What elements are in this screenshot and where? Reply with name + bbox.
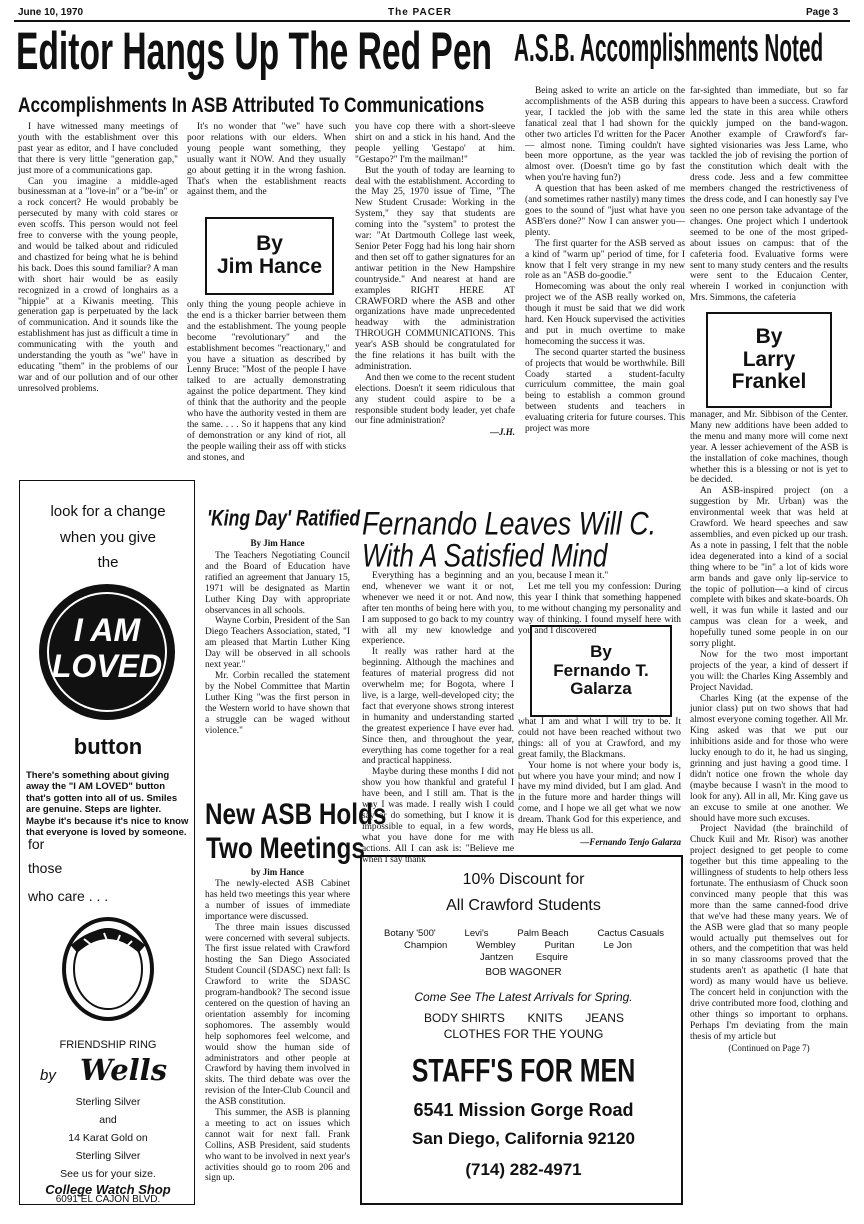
editor-column-1 bbox=[18, 122, 178, 462]
fernando-signoff: —Fernando Tenjo Galarza bbox=[580, 836, 681, 847]
ad-line: when you give bbox=[60, 529, 156, 546]
byline-author-first: Fernando T. bbox=[553, 660, 649, 680]
byline-author: Jim Hance bbox=[216, 255, 323, 278]
folio-date: June 10, 1970 bbox=[18, 7, 84, 18]
fernando-paragraph: Everything has a beginning and an end, whenever we want it or not, whenever we need it or not. And now, after ten months of being here with you, I am supposed to go back to my country with all my new knowledge and experience. bbox=[362, 571, 514, 647]
editor-column-3 bbox=[355, 122, 515, 467]
meetings-paragraph: The three main issues discussed were concerned with several subjects. The first issue related with Crawford hosting the San Diego Associated Student Council (SDASC) next fall: Is Crawford to write the SDASC program-handbook? The second issue centered on the question of having an orientation assembly for incoming sophomores. The assembly would help sophomores feel welcome, and would show the human side of administrators and other people at Crawford by having them involved in skits. The third debate was over the revision of the Inter-Club Council and the ASB constitution. bbox=[205, 922, 350, 1108]
editor-byline-box bbox=[205, 217, 334, 295]
fernando-column-1 bbox=[362, 571, 514, 865]
asb-paragraph: An ASB-inspired project (on a suggestion by Mr. Urban) was the environmental week that was held at Crawford. We heard speeches and saw assemblies, and even picked up our trash. As a note in passing, I felt that the noble idea degenerated into a kind of a social thing where to be "in" a lot of kids wore arm bands and gave only lip-service to the topic of pollution—a kind of circus complete with bikes and skate-boards. Oh well, it was fun while it lasted and our campus was clean for a week, and hopefully tuned some people in on our sorry plight. bbox=[690, 486, 848, 650]
ad-line: See us for your size. bbox=[60, 1168, 156, 1180]
store-name: STAFF'S FOR MEN bbox=[411, 1053, 636, 1090]
asb-paragraph: A question that has been asked of me (and sometimes rather nastily) many times goes to the sound of "just what have you ASB'ers done?" Now I can answer you—plenty. bbox=[525, 184, 685, 238]
ad-line: for bbox=[28, 836, 45, 852]
fernando-paragraph: what I am and what I will try to be. It could not have been reached without two things: all of you at Crawford, and my great family, the Blackmans. bbox=[518, 717, 681, 760]
discount-line: 10% Discount for bbox=[462, 871, 585, 888]
editor-column-2-top bbox=[187, 122, 346, 204]
asb-headline: A.S.B. Accomplishments Noted bbox=[514, 27, 824, 71]
meetings-headline-line-2: Two Meetings bbox=[206, 831, 365, 865]
brand-name: Cactus Casuals bbox=[597, 928, 664, 939]
editor-paragraph: It's no wonder that "we" have such poor relations with our elders. When young people want something, they usually want it NOW. And they usually go about getting it in the wrong fashion. That's when the establishment reacts against them, and the bbox=[187, 122, 346, 198]
ad-line: Sterling Silver bbox=[75, 1150, 141, 1162]
meetings-byline: by Jim Hance bbox=[251, 867, 304, 877]
brand-name: Puritan bbox=[544, 940, 575, 951]
ad-line: look for a change bbox=[50, 503, 166, 520]
fernando-column-2-top bbox=[518, 571, 681, 636]
folio-page-number: Page 3 bbox=[806, 7, 839, 18]
brand-name: Le Jon bbox=[603, 940, 632, 951]
fernando-byline-box bbox=[530, 625, 672, 717]
byline-word: By bbox=[256, 232, 283, 256]
asb-paragraph: The first quarter for the ASB served as a kind of "warm up" period of time, for I know that I felt very strange in my new role as an "ASB do-goodie." bbox=[525, 238, 685, 282]
fernando-headline-line-2: With A Satisfied Mind bbox=[362, 537, 608, 574]
fernando-paragraph: Maybe during these months I did not show you how thankful and grateful I have been, and I still am. That is the way I was made. I really wish I could say or do something, but I know it is impossible to equal, in a few words, what you have done for me with actions. All I can ask is: "Believe me when I say thank bbox=[362, 767, 514, 865]
brand-row-1 bbox=[384, 928, 664, 939]
king-day-body bbox=[205, 551, 350, 771]
staffs-for-men-ad bbox=[360, 855, 683, 1205]
editor-signoff: —J.H. bbox=[489, 427, 515, 438]
meetings-paragraph: The newly-elected ASB Cabinet has held two meetings this year where a number of issues of immediate importance were discussed. bbox=[205, 879, 350, 922]
product-name: KNITS bbox=[527, 1011, 563, 1025]
students-line: All Crawford Students bbox=[446, 897, 601, 914]
asb-column-2-top bbox=[690, 86, 848, 308]
meetings-paragraph: This summer, the ASB is planning a meeting to act on issues which cannot wait for next fall. Frank Collins, ASB President, said students who want to be involved in next year's activities should go to room 206 and sign up. bbox=[205, 1108, 350, 1184]
asb-paragraph: manager, and Mr. Sibbison of the Center. Many new additions have been added to the menu and many more will come next year. A lesser achievement of the ASB is the installation of coke machines, though whether this is a blessing or not is yet to be decided. bbox=[690, 410, 848, 486]
ad-line: those bbox=[28, 860, 63, 876]
byline-author-last: Galarza bbox=[570, 679, 632, 699]
wells-logo: Wells bbox=[80, 1053, 168, 1087]
fernando-headline-line-1: Fernando Leaves Will C. bbox=[362, 505, 657, 542]
shop-address: 6091 EL CAJON BLVD. bbox=[55, 1194, 161, 1205]
ad-line: the bbox=[97, 554, 119, 571]
editor-headline: Editor Hangs Up The Red Pen bbox=[16, 21, 493, 80]
brand-name: Esquire bbox=[535, 952, 568, 963]
asb-paragraph: Project Navidad (the brainchild of Chuck Kuil and Mr. Risor) was another project designed to get people to come together but this time appealing to the willingness of students to help others less fortunate. The enthusiasm of Chuck soon convinced many people that this was more than the same canned-food drive that we've had these many years. We of the ASB were glad that so many people would actually put themselves out for others, and the competition that was held in so many classrooms proved that the students aren't as apathetic (I hate that word) as many would have us believe. The concert held in conjunction with the drive contributed more food, clothing and other things so important to orphans. Perhaps I'm deviating from the main thesis of my article but bbox=[690, 824, 848, 1042]
brand-name: Palm Beach bbox=[517, 928, 569, 939]
i-am-loved-badge bbox=[39, 584, 175, 720]
asb-paragraph: Homecoming was about the only real project we of the ASB really worked on, though it must be said that we did work hard. Ken Houck supervised the activities and put in much overtime to make homecoming the success it was. bbox=[525, 282, 685, 347]
editor-paragraph: Can you imagine a middle-aged businessman at a "love-in" or a "be-in" or a rock concert? He would probably be persecuted by many with cold stares or even scoffs. This person would not feel free to converse with the young people, and would be talked about and ridiculed and chastized for being what he is behind his back. Does this sound familiar? A man with short hair would be as easily recognized in a crowd of longhairs as a "hippie" at a Kiwanis meeting. This generation gap is perpetuated by the lack of communication. And it sounds like the establishment has just as difficult a time in communicating with the youth and understanding the youth as "we" have in educating "them" in the problems of our war and of our pollution and of our other unresolved problems. bbox=[18, 176, 178, 394]
ad-button-word: button bbox=[73, 734, 143, 759]
editor-paragraph: only thing the young people achieve in the end is a thicker barrier between them and the establishment. The young people become "revolutionary" and the establishment becomes "reactionary," and you have a situation as described by Lenny Bruce: "Most of the people I have talked to are actually demonstrating against the police department. They kind of think that the authority and the people who have the authority vested in them are the same. . . . So it happens that any kind of demonstration or any kind of riot, all the people wailing their ass off with sticks and stones, and bbox=[187, 300, 346, 463]
ad-line: and bbox=[99, 1114, 117, 1126]
product-name: JEANS bbox=[585, 1011, 624, 1025]
meetings-body bbox=[205, 879, 350, 1203]
meetings-headline-line-1: New ASB Holds bbox=[205, 797, 387, 831]
shop-name: College Watch Shop bbox=[45, 1182, 171, 1197]
brand-name: Botany '500' bbox=[384, 928, 436, 939]
ring-label: FRIENDSHIP RING bbox=[59, 1039, 157, 1051]
fernando-paragraph: Let me tell you my confession: During this year I think that something happened to me without changing my personality and way of thinking. I found myself here with you and I discovered bbox=[518, 581, 681, 636]
king-day-paragraph: The Teachers Negotiating Council and the Board of Education have ratified an agreement that January 15, 1971 will be designated as Martin Luther King Day with appropriate observances in all schools. bbox=[205, 551, 350, 616]
asb-byline-box bbox=[706, 312, 832, 408]
editor-paragraph: you have cop there with a short-sleeve shirt on and a stick in his hand. And the people yelling 'Gestapo' at him. "Gestapo?" I'm the mailman!" bbox=[355, 122, 515, 165]
byline-word: By bbox=[590, 642, 612, 662]
continued-note: (Continued on Page 7) bbox=[728, 1042, 810, 1053]
friendship-ring-illustration bbox=[54, 909, 162, 1025]
come-see-line: Come See The Latest Arrivals for Spring. bbox=[414, 990, 633, 1004]
byline-word: By bbox=[755, 324, 783, 348]
ad-line: who care . . . bbox=[28, 888, 109, 904]
king-day-headline: 'King Day' Ratified bbox=[207, 506, 361, 531]
asb-paragraph: Charles King (at the expense of the junior class) put on two shows that had almost everyone coming together. All Mr. King asked was that we put our inhibitions aside and for those who were lucky enough to do it, he had us singing, grinning and just having a good time. I didn't notice one frown the whole day (maybe because I wasn't in the mood to look for any). All in all, Mr. King gave us an excuse to smile at one another. We should have more such excuses. bbox=[690, 693, 848, 824]
editor-paragraph: I have witnessed many meetings of youth with the establishment over this past year as editor, and I have concluded that there is very little "generation gap," just more of a communications gap. bbox=[18, 122, 178, 176]
i-am-loved-ad bbox=[19, 480, 195, 1205]
badge-text-bottom: LOVED bbox=[51, 648, 163, 684]
brand-name: Wembley bbox=[476, 940, 516, 951]
product-name: BODY SHIRTS bbox=[424, 1011, 505, 1025]
ad-line: by bbox=[40, 1067, 56, 1084]
editor-subhead: Accomplishments In ASB Attributed To Communications bbox=[18, 93, 485, 118]
ad-line: 14 Karat Gold on bbox=[68, 1132, 148, 1144]
product-row bbox=[424, 1011, 624, 1025]
ad-line: Sterling Silver bbox=[75, 1096, 141, 1108]
asb-paragraph: Being asked to write an article on the accomplishments of the ASB during this year, I tackled the job with the same fanatical zeal that I had shown for the other two articles I'd written for the Pacer — almost none. Timing couldn't have been more opportune, as the year was almost over. (Doesn't time go by fast when you're having fun?) bbox=[525, 86, 685, 184]
fernando-paragraph: It really was rather hard at the beginning. Although the machines and features of material progress did not overwhelm me; for Bogota, where I live, is a large, well-developed city; the fact that everyone shows strong interest in humanity and understanding started the greatest experience I have ever had. Since then, and throughout the year, everything has come together for a real and practical happiness. bbox=[362, 647, 514, 767]
asb-paragraph: far-sighted than immediate, but so far appears to have been a success. Crawford led the state in this area while others quickly jumped on the band-wagon. Another example of Crawford's far-sighted visionaries was Jess Lame, who tackled the job of revising the portion of the constitution which dealt with the dress code. Jess and a few committee members changed the restrictiveness of the dress code, and I can honestly say I've seen no one person take advantage of the changes. One project which I undertook seemed to be one of the most griped-about issues on campus: that of the cafeteria food. Evaluative forms were sent to many study centers and the results were sent to the Educaion Center, wherein I worked in conjunction with Mrs. Simmons, the cafeteria bbox=[690, 86, 848, 304]
brand-row-3 bbox=[480, 952, 568, 963]
king-day-paragraph: Wayne Corbin, President of the San Diego Teachers Association, stated, "I am pleased that Martin Luther King Day will be observed in all schools next year." bbox=[205, 616, 350, 671]
asb-paragraph: Now for the two most important projects of the year, a kind of dessert if you will: the Charles King Assembly and Project Navidad. bbox=[690, 649, 848, 693]
clothes-line: CLOTHES FOR THE YOUNG bbox=[443, 1027, 604, 1041]
asb-paragraph: The second quarter started the business of projects that would be worthwhile. Bill Coady started a student-faculty curriculum committee, the main goal being to establish a common ground between students and teachers in evaluating criteria for future courses. This project was more bbox=[525, 347, 685, 435]
king-day-byline: By Jim Hance bbox=[250, 538, 305, 548]
fernando-column-2-bottom bbox=[518, 717, 681, 845]
fernando-paragraph: you, because I mean it." bbox=[518, 571, 609, 581]
editor-column-2-bottom bbox=[187, 300, 346, 475]
king-day-paragraph: Mr. Corbin recalled the statement by the Nobel Committee that Martin Luther King "was the first person in the Western world to have shown that a struggle can be waged without violence." bbox=[205, 670, 350, 736]
badge-text-top: I AM bbox=[73, 612, 141, 648]
editor-paragraph: And then we come to the recent student elections. Doesn't it seem ridiculous that any student could aspire to be a responsible student body leader, yet chafe our fine administration? bbox=[355, 372, 515, 427]
owner-name: BOB WAGONER bbox=[485, 967, 562, 978]
store-street: 6541 Mission Gorge Road bbox=[413, 1100, 634, 1120]
ad-body-text: There's something about giving away the "I AM LOVED" button that's gotten into all of us. Smiles are genuine. Steps are lighter. Maybe it's because it's nice to know that everyone is loved by someone. bbox=[26, 770, 189, 839]
brand-name: Levi's bbox=[464, 928, 489, 939]
folio-paper-name: The PACER bbox=[388, 7, 452, 18]
store-city: San Diego, California 92120 bbox=[412, 1129, 635, 1148]
fernando-paragraph: Your home is not where your body is, but where you have your mind; and now I have my mind divided, but I am glad. And in the future more and harder things will come, and I hope we all get what we now dream. Thank God for this experience, and may He bless us all. bbox=[518, 760, 681, 837]
byline-author-last: Frankel bbox=[731, 370, 807, 394]
asb-column-1 bbox=[525, 86, 685, 498]
editor-paragraph: But the youth of today are learning to deal with the establishment. According to the May 25, 1970 issue of Time, "The New Student Crusade: Working in the System," they say that students are coming into the "system" to protest the war: "At Dartmouth College last week, Senior Peter Fogg had his long hair shorn and then set off to gather signatures for an antiwar petition in the New Hampshire countryside." And nearest at hand are examples RIGHT HERE AT CRAWFORD where the ASB and other organizations have made unprecedented headway with the administration THROUGH COMMUNICATIONS. This year's ASB should be congratulated for the fine relations it has built with the administration. bbox=[355, 165, 515, 372]
asb-column-2-bottom bbox=[690, 410, 848, 1198]
byline-author-first: Larry bbox=[742, 347, 796, 371]
brand-name: Champion bbox=[404, 940, 448, 951]
brand-row-2 bbox=[404, 940, 632, 951]
store-phone: (714) 282-4971 bbox=[465, 1160, 582, 1179]
brand-name: Jantzen bbox=[480, 952, 514, 963]
